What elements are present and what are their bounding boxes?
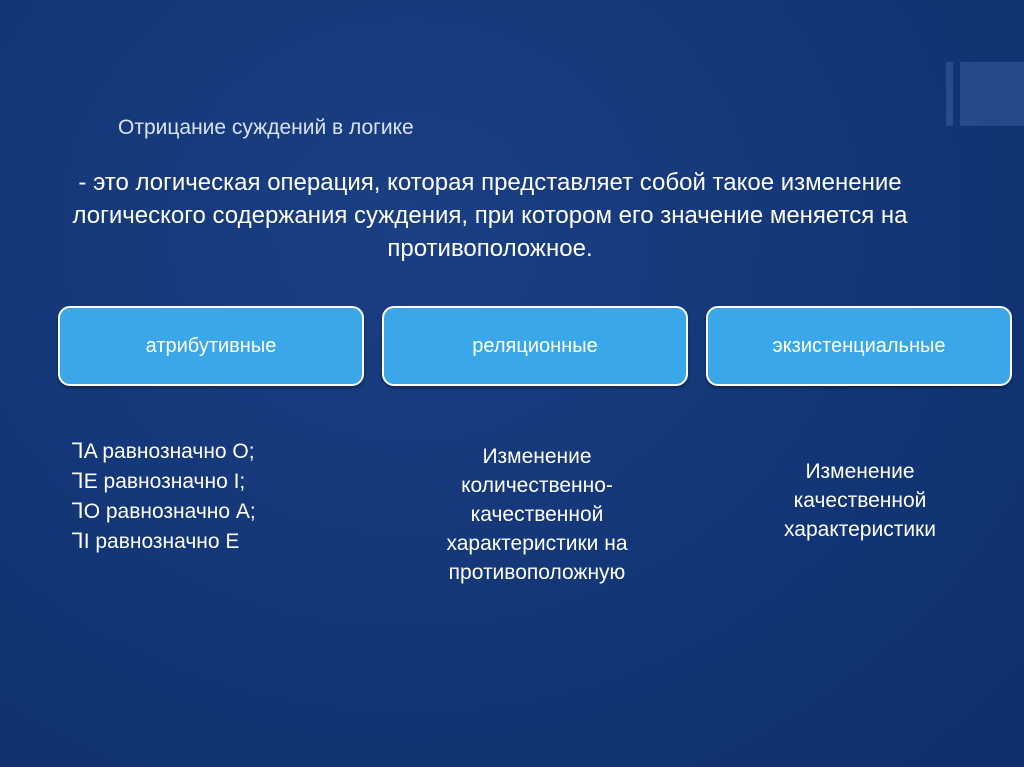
card-existential[interactable] [706,306,1012,386]
card-relational-label: реляционные [472,334,598,357]
attributive-rules-list [72,437,256,557]
decorative-bar [946,62,953,126]
relational-line: характеристики на [446,532,628,555]
relational-description [392,442,682,587]
decorative-square [960,62,1024,126]
attributive-rule: ꓶA равнозначно О; [72,440,255,463]
slide-title: Отрицание суждений в логике [118,116,414,139]
attributive-rule: ꓶI равнозначно Е [72,530,240,553]
existential-line: характеристики [784,518,936,541]
existential-line: качественной [793,489,927,512]
relational-line: качественной [470,503,604,526]
relational-line: количественно- [461,474,613,497]
existential-line: Изменение [805,460,915,483]
definition-text: - это логическая операция, которая представляет собой такое изменение логического содержания суждения, при котором его значение меняется на противоположное. [72,169,908,262]
existential-description [712,457,1008,544]
attributive-rule: ꓶE равнозначно I; [72,470,246,493]
card-attributive[interactable] [58,306,364,386]
card-relational[interactable] [382,306,688,386]
attributive-rule: ꓶO равнозначно А; [72,500,256,523]
card-existential-label: экзистенциальные [772,334,946,357]
relational-line: Изменение [482,445,592,468]
card-attributive-label: атрибутивные [145,334,277,357]
relational-line: противоположную [448,561,626,584]
